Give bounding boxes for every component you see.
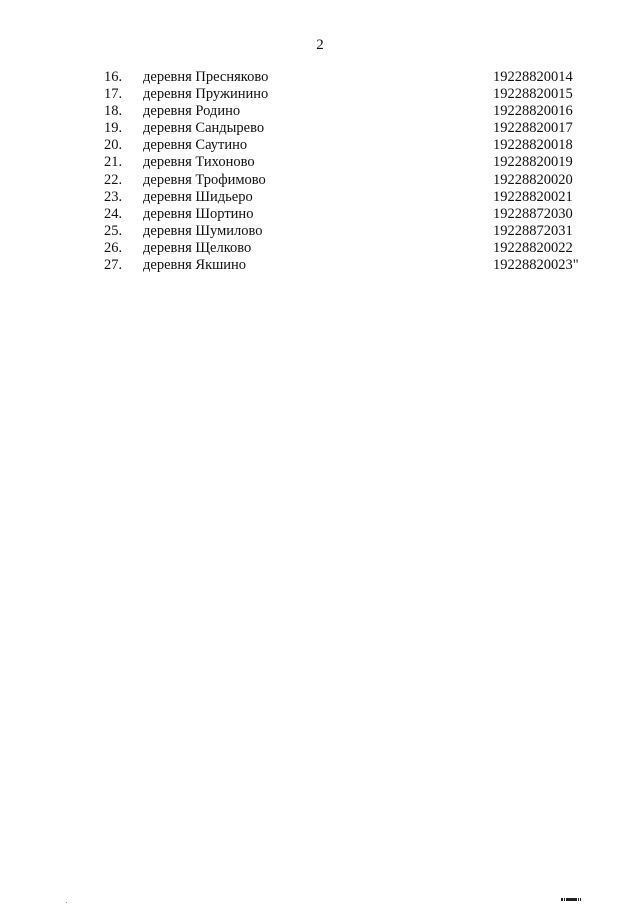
settlement-list	[0, 69, 640, 274]
item-number: 19.	[104, 120, 123, 137]
item-code: 19228820015	[493, 86, 573, 103]
item-code: 19228820021	[493, 188, 573, 205]
item-code: 19228820019	[493, 154, 573, 171]
item-name: деревня Пружинино	[143, 86, 269, 103]
item-name: деревня Шумилово	[143, 222, 263, 239]
item-code: 19228820014	[493, 69, 573, 85]
list-item	[0, 240, 640, 257]
item-name: деревня Шидьеро	[143, 188, 253, 205]
item-name: деревня Саутино	[143, 137, 248, 154]
item-code: 19228820018	[493, 137, 573, 154]
item-code: 19228872030	[493, 205, 573, 222]
item-number: 21.	[104, 154, 123, 171]
list-item	[0, 189, 640, 206]
list-item	[0, 69, 640, 86]
scan-barcode-mark	[561, 897, 581, 901]
list-item	[0, 86, 640, 103]
item-number: 17.	[104, 86, 123, 103]
list-item	[0, 206, 640, 223]
item-code: 19228820016	[493, 103, 573, 120]
item-code: 19228820022	[493, 239, 573, 256]
list-item	[0, 137, 640, 154]
item-number: 16.	[104, 69, 123, 85]
item-name: деревня Трофимово	[143, 171, 266, 188]
item-number: 25.	[104, 222, 123, 239]
item-code: 19228872031	[493, 222, 573, 239]
list-item	[0, 103, 640, 120]
item-name: деревня Шортино	[143, 205, 254, 222]
list-item	[0, 154, 640, 171]
page-number: 2	[316, 37, 324, 53]
item-name: деревня Щелково	[143, 239, 252, 256]
item-number: 26.	[104, 239, 123, 256]
item-number: 20.	[104, 137, 123, 154]
item-code: 19228820020	[493, 171, 573, 188]
item-name: деревня Пресняково	[143, 69, 269, 85]
item-number: 22.	[104, 171, 123, 188]
list-item	[0, 120, 640, 137]
list-item	[0, 257, 640, 274]
item-number: 27.	[104, 257, 123, 274]
item-name: деревня Якшино	[143, 257, 247, 274]
item-number: 18.	[104, 103, 123, 120]
item-name: деревня Тихоново	[143, 154, 255, 171]
item-code: 19228820017	[493, 120, 573, 137]
item-number: 24.	[104, 205, 123, 222]
item-name: деревня Сандырево	[143, 120, 265, 137]
list-item	[0, 172, 640, 189]
scan-dot-mark	[66, 902, 67, 903]
item-number: 23.	[104, 188, 123, 205]
item-code: 19228820023"	[493, 257, 579, 274]
list-item	[0, 223, 640, 240]
item-name: деревня Родино	[143, 103, 241, 120]
